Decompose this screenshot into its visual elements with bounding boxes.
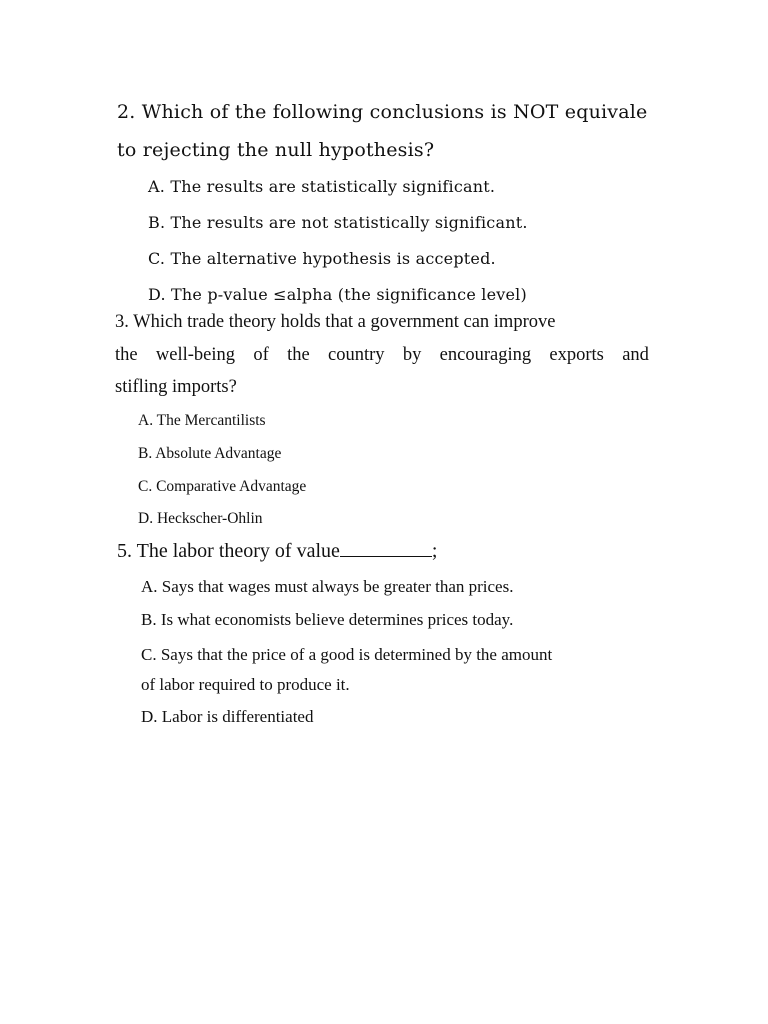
question-5-option-a: A. Says that wages must always be greater than prices.: [141, 577, 514, 596]
word: of: [253, 345, 269, 365]
question-5-stem-text: 5. The labor theory of value: [117, 540, 340, 562]
question-2-option-d: D. The p-value ≤alpha (the significance level): [148, 285, 527, 304]
question-3-stem-line-3: stifling imports?: [115, 377, 237, 397]
question-5-option-d: D. Labor is differentiated: [141, 707, 314, 726]
question-3-option-b: B. Absolute Advantage: [138, 445, 282, 462]
question-2-stem-line-2: to rejecting the null hypothesis?: [117, 139, 435, 161]
question-2-stem-line-1: 2. Which of the following conclusions is NOT equivale: [117, 101, 648, 123]
word: the: [115, 345, 138, 365]
word: and: [622, 345, 649, 365]
question-5-option-c-line-1: C. Says that the price of a good is determined by the amount: [141, 645, 553, 664]
question-3-option-d: D. Heckscher-Ohlin: [138, 510, 263, 527]
question-5-option-c-line-2: of labor required to produce it.: [141, 675, 350, 694]
question-5-stem-end: ;: [431, 540, 438, 562]
question-3-stem-line-2: [115, 345, 649, 366]
word: country: [328, 345, 385, 365]
question-2-option-c: C. The alternative hypothesis is accepted.: [148, 249, 496, 268]
question-2-option-b: B. The results are not statistically significant.: [148, 213, 528, 232]
question-5-option-b: B. Is what economists believe determines prices today.: [141, 610, 514, 629]
question-3-option-c: C. Comparative Advantage: [138, 478, 307, 495]
word: the: [287, 345, 310, 365]
word: encouraging: [439, 345, 532, 365]
word: well-being: [155, 345, 236, 365]
word: by: [402, 345, 422, 365]
question-5-stem: [117, 540, 437, 563]
question-3-stem-line-1: 3. Which trade theory holds that a government can improve: [115, 312, 556, 332]
question-2-option-a: A. The results are statistically significant.: [148, 177, 496, 196]
answer-blank: [340, 542, 432, 557]
word: exports: [549, 345, 604, 365]
question-3-option-a: A. The Mercantilists: [138, 412, 266, 429]
